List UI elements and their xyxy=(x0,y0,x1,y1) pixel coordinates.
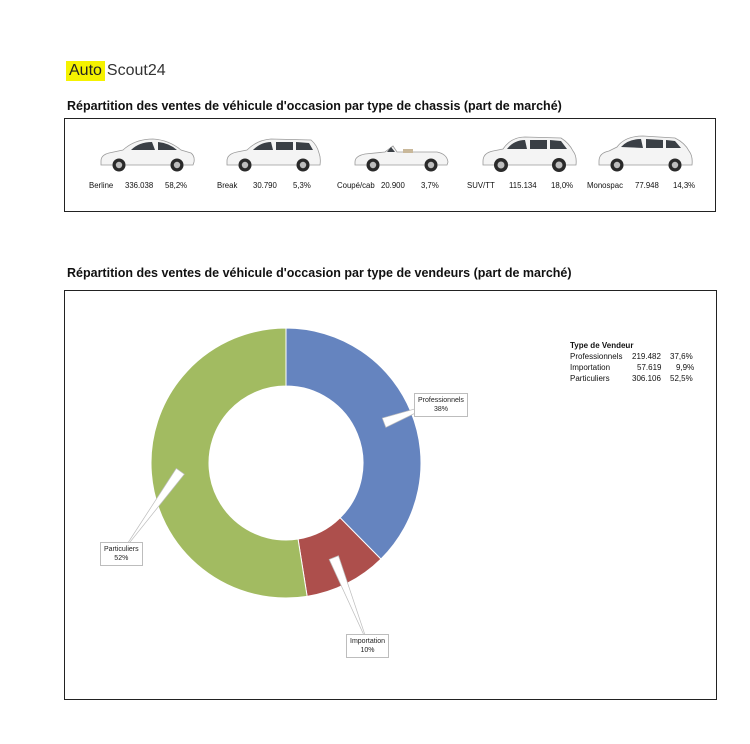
donut-slice-professionnels xyxy=(286,328,421,559)
donut-slice-particuliers xyxy=(151,328,307,598)
chassis-item-break xyxy=(205,125,331,205)
suv-car-icon xyxy=(479,131,579,173)
chassis-label: Monospac xyxy=(587,181,623,190)
chassis-share: 14,3% xyxy=(673,181,696,190)
chassis-item-suv-tt xyxy=(461,125,587,205)
chassis-share: 3,7% xyxy=(421,181,439,190)
convertible-car-icon xyxy=(351,131,451,173)
data-label-particuliers xyxy=(100,542,143,566)
chassis-value: 77.948 xyxy=(635,181,659,190)
legend-label: Importation xyxy=(570,363,611,372)
chassis-share: 5,3% xyxy=(293,181,311,190)
logo-auto-text: Auto xyxy=(66,61,105,81)
data-label-percent: 38% xyxy=(433,406,448,413)
legend-row-professionnels xyxy=(570,352,700,363)
chassis-label: Berline xyxy=(89,181,114,190)
chassis-label: SUV/TT xyxy=(467,181,495,190)
legend-share: 52,5% xyxy=(670,374,693,383)
data-label-category: Importation xyxy=(350,638,386,645)
data-label-percent: 10% xyxy=(360,647,375,654)
chassis-share: 18,0% xyxy=(551,181,574,190)
chassis-label: Coupé/cab xyxy=(337,181,375,190)
data-label-category: Particuliers xyxy=(104,546,139,553)
chassis-value: 336.038 xyxy=(125,181,154,190)
data-label-category: Professionnels xyxy=(418,397,464,404)
vendor-section-title: Répartition des ventes de véhicule d'occasion par type de vendeurs (part de marché) xyxy=(67,266,572,280)
chassis-item-monospac xyxy=(577,125,703,205)
vendor-legend-table xyxy=(570,341,700,385)
data-label-professionnels xyxy=(414,393,468,417)
legend-value: 306.106 xyxy=(632,374,661,383)
minivan-car-icon xyxy=(595,131,695,173)
legend-label: Particuliers xyxy=(570,374,610,383)
chassis-value: 115.134 xyxy=(509,181,537,190)
legend-share: 37,6% xyxy=(670,352,693,361)
legend-row-importation xyxy=(570,363,700,374)
station-wagon-car-icon xyxy=(223,131,323,173)
legend-header: Type de Vendeur xyxy=(570,341,634,350)
legend-share: 9,9% xyxy=(676,363,695,372)
vendor-chart-box xyxy=(64,290,717,700)
chassis-box xyxy=(64,118,716,212)
chassis-value: 20.900 xyxy=(381,181,405,190)
legend-row-particuliers xyxy=(570,374,700,385)
chassis-share: 58,2% xyxy=(165,181,188,190)
chassis-section-title: Répartition des ventes de véhicule d'occasion par type de chassis (part de marché) xyxy=(67,99,562,113)
data-label-percent: 52% xyxy=(114,555,129,562)
autoscout24-logo xyxy=(66,61,166,81)
chassis-item-coupe-cab xyxy=(333,125,459,205)
chassis-value: 30.790 xyxy=(253,181,277,190)
legend-label: Professionnels xyxy=(570,352,623,361)
sedan-car-icon xyxy=(97,131,197,173)
legend-value: 219.482 xyxy=(632,352,661,361)
legend-value: 57.619 xyxy=(637,363,662,372)
chassis-label: Break xyxy=(217,181,238,190)
logo-scout-text: Scout24 xyxy=(106,62,166,79)
data-label-importation xyxy=(346,634,389,658)
chassis-item-berline xyxy=(79,125,205,205)
